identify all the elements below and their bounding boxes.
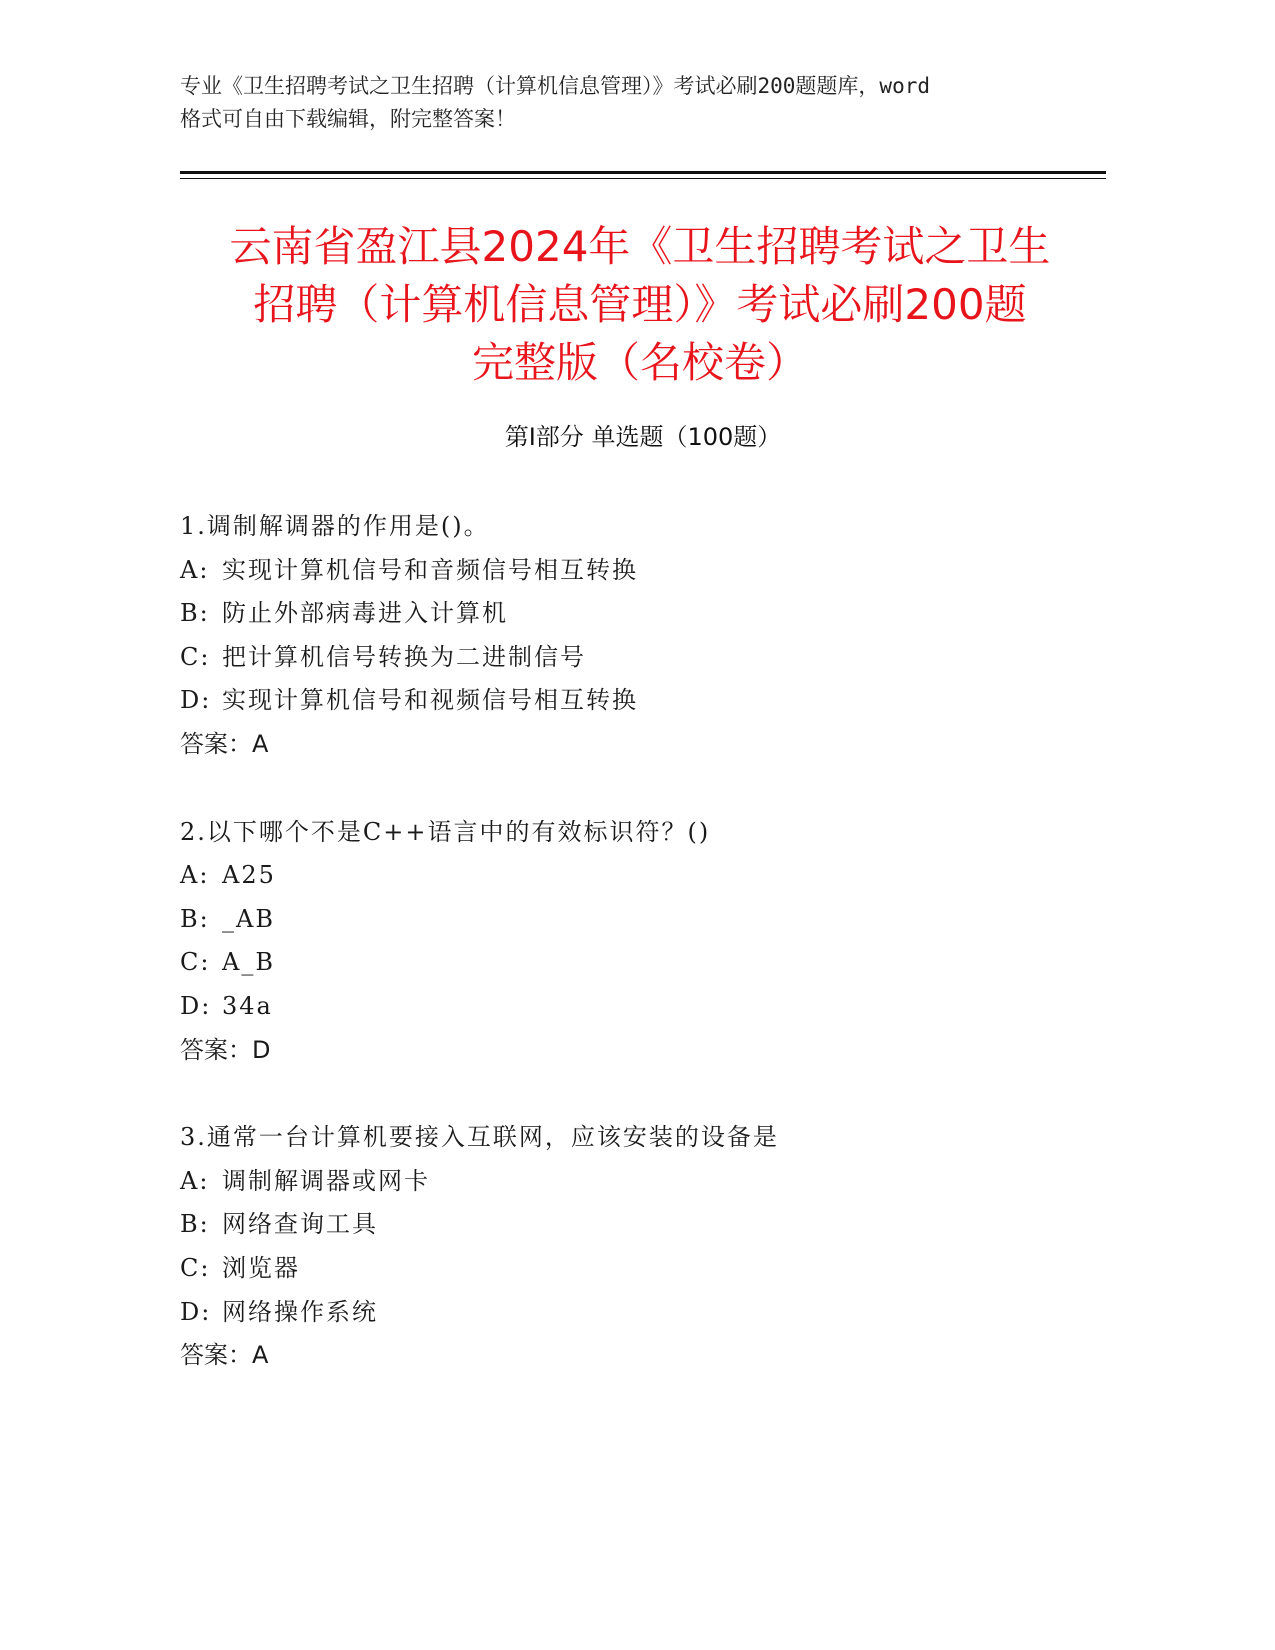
option-text: 网络操作系统 (222, 1297, 378, 1326)
option-a (180, 549, 1106, 593)
option-key: D: (180, 991, 212, 1020)
option-key: C: (180, 1253, 211, 1282)
option-key: B: (180, 904, 210, 933)
answer-line: 答案：A (180, 729, 269, 758)
option-b (180, 1203, 1106, 1247)
option-key: A: (180, 555, 210, 584)
option-text: 34a (222, 991, 273, 1020)
option-d (180, 985, 1106, 1029)
option-a (180, 1160, 1106, 1204)
question-stem: 2.以下哪个不是C++语言中的有效标识符？() (180, 817, 711, 846)
intro-line-2: 格式可自由下载编辑，附完整答案！ (180, 107, 516, 131)
header-divider-thin (180, 178, 1106, 179)
option-key: D: (180, 1297, 212, 1326)
option-text: A25 (222, 861, 276, 890)
option-text: 实现计算机信号和视频信号相互转换 (222, 686, 638, 715)
question-3 (180, 1116, 1106, 1378)
option-text: 防止外部病毒进入计算机 (222, 599, 508, 628)
option-c (180, 1247, 1106, 1291)
option-text: 网络查询工具 (222, 1210, 378, 1239)
question-stem: 3.通常一台计算机要接入互联网，应该安装的设备是 (180, 1123, 779, 1152)
answer-line: 答案：A (180, 1341, 269, 1370)
intro-line-1: 专业《卫生招聘考试之卫生招聘（计算机信息管理）》考试必刷200题题库，word (180, 74, 930, 98)
title-line-1: 云南省盈江县2024年《卫生招聘考试之卫生 (229, 222, 1051, 271)
option-text: _AB (222, 904, 275, 933)
option-text: 把计算机信号转换为二进制信号 (222, 642, 586, 671)
option-key: D: (180, 686, 212, 715)
option-text: 调制解调器或网卡 (222, 1166, 430, 1195)
document-title (150, 218, 1130, 392)
question-list (180, 505, 1106, 1422)
title-line-3: 完整版（名校卷） (471, 338, 808, 387)
option-text: A_B (222, 948, 275, 977)
option-key: C: (180, 948, 211, 977)
option-b (180, 592, 1106, 636)
option-c (180, 941, 1106, 985)
question-1 (180, 505, 1106, 767)
option-text: 浏览器 (222, 1253, 300, 1282)
option-text: 实现计算机信号和音频信号相互转换 (222, 555, 638, 584)
section-heading: 第Ⅰ部分 单选题（100题） (504, 423, 782, 451)
question-2 (180, 811, 1106, 1073)
option-key: A: (180, 1166, 210, 1195)
option-key: C: (180, 642, 211, 671)
option-key: B: (180, 599, 210, 628)
document-intro (180, 70, 1100, 136)
option-d (180, 679, 1106, 723)
option-c (180, 636, 1106, 680)
option-a (180, 854, 1106, 898)
option-d (180, 1291, 1106, 1335)
option-key: B: (180, 1210, 210, 1239)
option-key: A: (180, 861, 210, 890)
header-divider-thick (180, 171, 1106, 174)
answer-line: 答案：D (180, 1035, 271, 1064)
option-b (180, 898, 1106, 942)
title-line-2: 招聘（计算机信息管理）》考试必刷200题 (253, 280, 1027, 329)
question-stem: 1.调制解调器的作用是()。 (180, 512, 490, 540)
